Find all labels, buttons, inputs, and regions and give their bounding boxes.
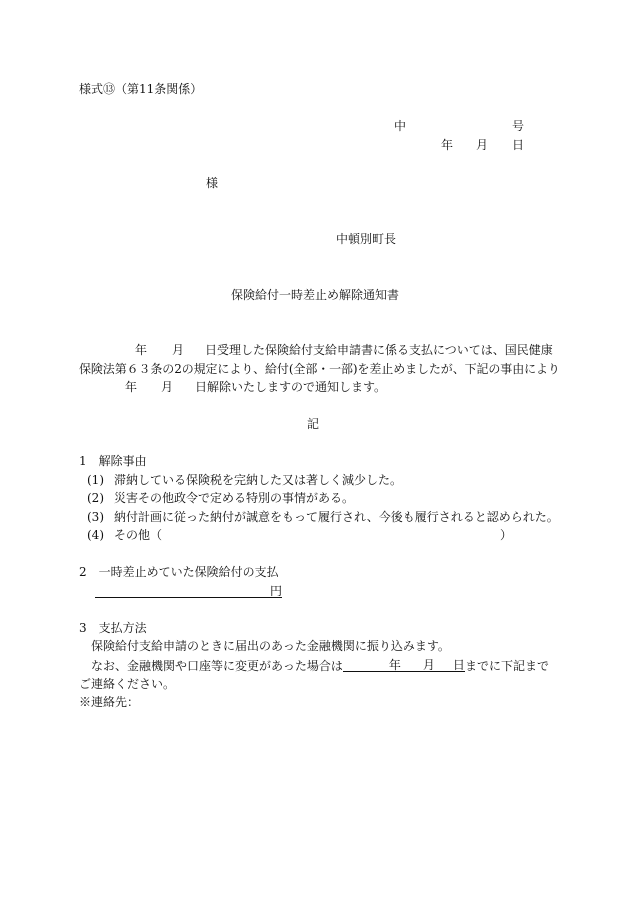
document-title: 保険給付一時差止め解除通知書 xyxy=(231,288,400,302)
ki-marker: 記 xyxy=(307,417,320,431)
section2-amount-line xyxy=(95,585,282,598)
issue-date-year: 年 xyxy=(441,138,454,152)
section3-line1: 保険給付支給申請のときに届出のあった金融機関に振り込みます。 xyxy=(91,639,450,653)
deadline-day-label: 日 xyxy=(452,658,465,672)
section1-item3-text: 納付計画に従った納付が誠意をもって履行され、今後も履行されると認められた。 xyxy=(114,510,559,524)
deadline-month-blank xyxy=(401,659,423,672)
body-line3-text: 日解除いたしますので通知します。 xyxy=(195,380,387,394)
body-line3-month: 月 xyxy=(161,380,174,394)
body-line1-month: 月 xyxy=(172,343,185,357)
form-label: 様式⑬（第11条関係） xyxy=(79,82,203,96)
section1-item4-num: (4) xyxy=(87,528,104,542)
section1-item1-num: (1) xyxy=(87,473,104,487)
section1-item2-num: (2) xyxy=(87,491,104,505)
issuer-name: 中頓別町長 xyxy=(336,232,397,246)
section1-item1-text: 滞納している保険税を完納した又は著しく減少した。 xyxy=(114,473,403,487)
body-line3-year: 年 xyxy=(125,380,138,394)
amount-unit: 円 xyxy=(270,584,283,598)
issue-date-month: 月 xyxy=(476,138,489,152)
amount-blank xyxy=(95,585,270,598)
section1-heading: 1 解除事由 xyxy=(79,454,147,468)
section1-item2-text: 災害その他政令で定める特別の事情がある。 xyxy=(114,491,355,505)
body-line1-year: 年 xyxy=(135,343,148,357)
section1-item4-text: その他（ xyxy=(114,528,163,542)
body-line1-text: 日受理した保険給付支給申請書に係る支払については、国民健康 xyxy=(205,343,553,357)
section2-heading: 2 一時差止めていた保険給付の支払 xyxy=(79,565,279,579)
section1-item4-close: ） xyxy=(500,528,513,542)
section3-line2 xyxy=(91,659,549,672)
section3-line2-suffix: までに下記まで xyxy=(464,659,549,673)
addressee-suffix: 様 xyxy=(206,176,219,190)
section3-line3: ご連絡ください。 xyxy=(79,677,176,691)
doc-number-suffix: 号 xyxy=(512,119,525,133)
section3-heading: 3 支払方法 xyxy=(79,621,147,635)
section3-line2-prefix: なお、金融機関や口座等に変更があった場合は xyxy=(91,659,343,673)
deadline-month-label: 月 xyxy=(422,658,435,672)
doc-number-prefix: 中 xyxy=(394,119,407,133)
contact-label: ※連絡先： xyxy=(79,695,140,709)
body-line2: 保険法第６３条の2の規定により、給付(全部・一部)を差止めましたが、下記の事由により xyxy=(79,362,560,376)
issue-date-day: 日 xyxy=(512,138,525,152)
section1-item3-num: (3) xyxy=(87,510,104,524)
deadline-day-blank xyxy=(435,659,453,672)
deadline-year-label: 年 xyxy=(388,658,401,672)
deadline-year-blank xyxy=(343,659,389,672)
